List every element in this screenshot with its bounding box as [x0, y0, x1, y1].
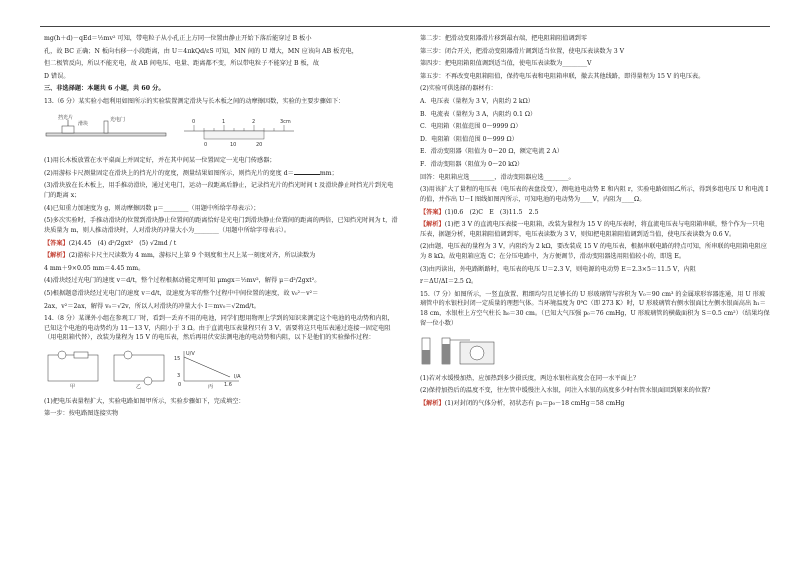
- fig-label: 0: [204, 141, 208, 148]
- text-line: D 错误。: [44, 72, 70, 80]
- option-item: D．电阻箱（阻值范围 0～999 Ω）: [420, 135, 518, 143]
- fig-label: U/V: [186, 351, 195, 358]
- fig-label: 0: [192, 118, 196, 125]
- step: 第一步：按电路图连接实物: [44, 410, 119, 418]
- answer-text: (1)0.6 (2)C E (3)11.5 2.5: [444, 208, 539, 216]
- fig-label: 1.6: [224, 382, 232, 389]
- option-item: E．滑动变阻器（阻值为 0～20 Ω，额定电流 2 A）: [420, 148, 563, 156]
- fig-label: 甲: [70, 384, 76, 390]
- step-text: (2)用游标卡尺测量固定在滑块上的挡光片的宽度，测量结果如图所示，则挡光片的宽度 d＝: [44, 169, 294, 177]
- solution-line: 4 mm＋9×0.05 mm＝4.45 mm。: [44, 264, 145, 272]
- step: (1)用长木板放置在水平桌面上并固定好，并在其中间某一位置固定一光电门传感器；: [44, 157, 276, 165]
- step: (4)已知重力加速度为 g，则动摩擦因数 μ＝________（用题中所给字母表示）；: [44, 204, 260, 212]
- solution-text: (2)游标卡尺主尺读数为 4 mm，游标尺上第 9 个刻度和主尺上某一刻度对齐，所以读数为: [68, 252, 316, 260]
- fig-label: 光电门: [110, 116, 126, 123]
- step: (1)若对水缓慢加热，应加热到多少摄氏度，两边水银柱高度会在同一水平面上？: [420, 374, 640, 382]
- fig-label: 乙: [136, 384, 142, 390]
- right-column: [420, 34, 770, 412]
- solution-tag: 【解析】: [420, 221, 445, 229]
- option-item: B．电流表（量程为 3 A，内阻约 0.1 Ω）: [420, 110, 537, 118]
- option-item: C．电阻箱（阻值范围 0～9999 Ω）: [420, 123, 522, 131]
- step: 回答：电阻箱应选________，滑动变阻器应选________。: [420, 173, 575, 181]
- apparatus-figure: [44, 113, 304, 149]
- fig-label: 20: [256, 141, 263, 148]
- step: 第二步：把滑动变阻器滑片移到最右端，把电阻箱阻值调到零: [420, 35, 588, 42]
- left-column: [44, 34, 399, 422]
- fig-label: 挡光片: [58, 114, 74, 121]
- step: (1)把电压表量程扩大，实验电路如图甲所示，实验步骤如下，完成填空：: [44, 397, 245, 405]
- mercury-right: [442, 344, 450, 364]
- step: (2)实验可供选择的器材有：: [420, 85, 497, 93]
- answer-line: [44, 239, 399, 249]
- step: (2)保持加热后的温度不变，往左管中缓慢注入水银，问注入水银的高度多少时右管水银面回到原来的位置？: [420, 387, 714, 395]
- text-line: 但二极管反向，所以不能充电，故 AB 间电压、电量、距离都不变，所以带电粒子不能穿过 B 板，故: [44, 60, 320, 68]
- solution-line: (4)滑块经过光电门的速度 v＝d/t，整个过程根据动能定理可知 μmgx＝½mv²，解得 μ＝d²/2gxt²。: [44, 277, 321, 285]
- metal-sphere: [470, 346, 484, 360]
- solution-line: r＝ΔU/ΔI＝2.5 Ω。: [420, 278, 478, 286]
- text-line: mg(h＋d)－qEd＝½mv² 可知，带电粒子从小孔正上方同一位置由静止开始下落后能穿过 B 板小: [44, 35, 312, 42]
- slider-block: [62, 126, 74, 133]
- option-item: A．电压表（量程为 3 V，内阻约 2 kΩ）: [420, 98, 534, 106]
- solution-text: (1)把 3 V 的直流电压表接一电阻箱，改装为量程为 15 V 的电压表时，将直流电压表与电阻箱串联，整个作为一只电压表，据题分析，电阻箱阻值调到零，电压表读数为 3 V，则知把电阻箱阻值调到适当值，使电压表读数为 0.6 V。: [420, 221, 765, 238]
- solution-line: (3)由丙读出，外电路断路时，电压表的电压 U＝2.3 V，则电源的电动势 E＝2.3×5＝11.5 V，内阻: [420, 265, 696, 273]
- question-15-stem: 15.（7 分）如图所示，一竖直放置、粗细均匀且足够长的 U 形玻璃管与容积为 V₀＝90 cm³ 的金属球形容器连通，用 U 形玻璃管中的水银柱封闭一定质量的理想气体。当环境温度为 0℃（即 273 K）时，U 形玻璃管右侧水银面比左侧水银面高出 h₁＝18 cm，水银柱上方空气柱长 h₀＝30 cm。（已知大气压强 p₀＝76 cmHg，U 形玻璃管的横截面积为 S＝0.5 cm²）（结果均保留一位小数）: [420, 290, 770, 327]
- option-item: F．滑动变阻器（阻值为 0～20 kΩ）: [420, 161, 524, 169]
- fig-label: 3: [177, 373, 181, 380]
- question-14-stem: 14.（8 分）某课外小组在参观工厂时，看到一丢弃不用的电池，同学们想用物理上学到的知识来测定这个电池的电动势和内阻，已知这个电池的电动势约为 11～13 V，内阻小于 3 Ω。由于直流电压表量程只有 3 V，需要将这只电压表通过连接一固定电阻（用电阻箱代替），改装为量程为 15 V 的电压表，然后再用伏安法测电池的电动势和内阻，以下是他们的实验操作过程：: [44, 315, 394, 342]
- step: 第三步：闭合开关，把滑动变阻器滑片调到适当位置，使电压表读数为 3 V: [420, 47, 625, 55]
- circuit-figures: [44, 349, 244, 389]
- answer-tag: 【答案】: [420, 208, 445, 216]
- fig-label: 10: [230, 141, 237, 148]
- step-text: mm；: [319, 169, 338, 177]
- solution-line: [420, 220, 770, 239]
- solution-line: [44, 251, 399, 261]
- question-13-stem: 13.（6 分）某实验小组利用如图所示的实验装置测定滑块与长木板之间的动摩擦因数，实验的主要步骤如下：: [44, 98, 345, 106]
- text-line: 孔，故 BC 正确；N 板向右移一小段距离，由 U＝4πkQd/εS 可知，MN 间的 U 增大，MN 应该向 AB 板充电，: [44, 47, 358, 55]
- step: 第四步：把电阻箱阻值调到适当值，使电压表读数为________V: [420, 60, 592, 68]
- solution-line: [420, 399, 770, 409]
- solution-tag: 【解析】: [44, 252, 69, 260]
- solution-tag: 【解析】: [420, 400, 445, 408]
- fig-label: 0: [178, 382, 182, 389]
- header-rule: [40, 26, 770, 27]
- u-tube-figure: [420, 334, 500, 366]
- mercury-left: [422, 350, 430, 364]
- fig-label: 2: [252, 118, 256, 125]
- step: (5)多次实验时，手推动滑块的位置到滑块静止位置间的距离恰好是光电门到滑块静止位置间的距离的两倍，已知挡光时间为 t，滑块质量为 m，则人推动滑块时，人对滑块的冲量大小为________（用题中所给字母表示）。: [44, 217, 398, 234]
- step: (3)滑块放在长木板上，用手推动滑块，通过光电门，运动一段距离后静止，记录挡光片的挡光时间 t 及滑块静止时挡光片到光电门的距离 x；: [44, 182, 394, 200]
- fig-label: 15: [174, 356, 181, 363]
- fig-label: 1: [222, 118, 226, 125]
- fig-label: I/A: [234, 374, 241, 381]
- photogate: [104, 121, 108, 133]
- blank-line: [294, 169, 320, 175]
- solution-line: (2)由题，电压表的量程为 3 V，内阻约为 2 kΩ，要改装成 15 V 的电压表，根据串联电路的特点可知，所串联的电阻箱电阻应为 8 kΩ。故电阻箱应选 C；在分压电路中，为方便调节，滑动变阻器选用阻值较小的，即选 E。: [420, 243, 767, 260]
- fig-label: 滑块: [78, 120, 89, 127]
- solution-line: (5)根据题意滑块经过光电门的速度 v＝d/t，设速度为零的整个过程中中间位置的速度，故 v₀²－v²＝: [44, 289, 319, 297]
- step: (3)用该扩大了量程的电压表（电压表的表盘没变），测电池电动势 E 和内阻 r，实验电路如图乙所示，得到多组电压 U 和电流 I 的值，并作出 U－I 图线如图丙所示，可知电池的电动势为____V，内阻为____Ω。: [420, 186, 769, 203]
- answer-line: [420, 208, 770, 218]
- fig-label: 3cm: [280, 118, 291, 125]
- answer-text: (2)4.45 (4) d²/2gxt² (5) √2md / t: [68, 239, 177, 247]
- step: 第五步：不再改变电阻箱阻值，保持电压表和电阻箱串联，撤去其他线路，即得量程为 15 V 的电压表。: [420, 72, 705, 80]
- fig-label: 丙: [208, 384, 214, 390]
- solution-line: 2ax，v²＝2ax，解得 v₀＝√2v，所以人对滑块的冲量大小 I＝mv₀＝√2md/t。: [44, 302, 260, 310]
- section-heading: 三、非选择题：本题共 6 小题，共 60 分。: [44, 85, 165, 93]
- answer-tag: 【答案】: [44, 239, 69, 247]
- solution-text: (1)对封闭的气体分析，初状态有 p₁＝p₀－18 cmHg＝58 cmHg: [444, 400, 625, 408]
- step: [44, 169, 399, 179]
